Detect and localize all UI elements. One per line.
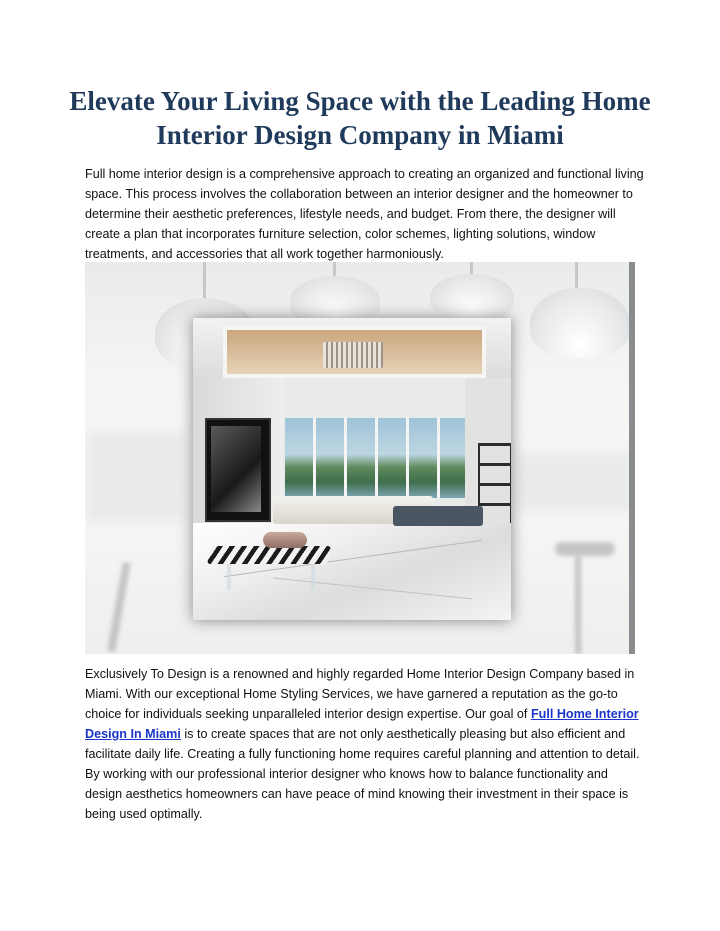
body-text-before-link: Exclusively To Design is a renowned and highly regarded Home Interior Design Company based in Miami. With our exceptional Home Styling Services, we have garnered a reputation as the go-to choice for individuals seeking unparalleled interior design expertise. Our goal of (85, 667, 635, 721)
intro-paragraph: Full home interior design is a comprehensive approach to creating an organized and functional living space. This process involves the collaboration between an interior designer and the homeowner to determine their aesthetic preferences, lifestyle needs, and budget. From there, the designer will create a plan that incorporates furniture selection, color schemes, lighting solutions, window treatments, and accessories that all work together harmoniously. (85, 167, 644, 261)
photo-chandelier (323, 342, 383, 368)
photo-wall-art (211, 426, 261, 512)
photo-bench-leg (227, 564, 231, 590)
photo-zebra-bench (207, 546, 331, 564)
photo-pillow (263, 532, 307, 548)
backdrop-edge (629, 262, 635, 654)
body-text-after-link: is to create spaces that are not only aesthetically pleasing but also efficient and facilitate daily life. Creating a fully functioning home requires careful planning and attention to detail. By working with our professional interior designer who knows how to balance functionality and design aesthetics homeowners can have peace of mind knowing their investment in their space is being used optimally. (85, 727, 640, 821)
photo-window-mullions (285, 418, 465, 498)
photo-bench-leg (311, 564, 315, 590)
service-link[interactable]: Full Home Interior Design In Miami (85, 707, 639, 741)
interior-photo (193, 318, 511, 620)
photo-rug (393, 506, 483, 526)
page-title: Elevate Your Living Space with the Leading Home Interior Design Company in Miami (69, 86, 651, 150)
body-paragraph (85, 664, 645, 824)
photo-marble-floor (193, 523, 511, 620)
